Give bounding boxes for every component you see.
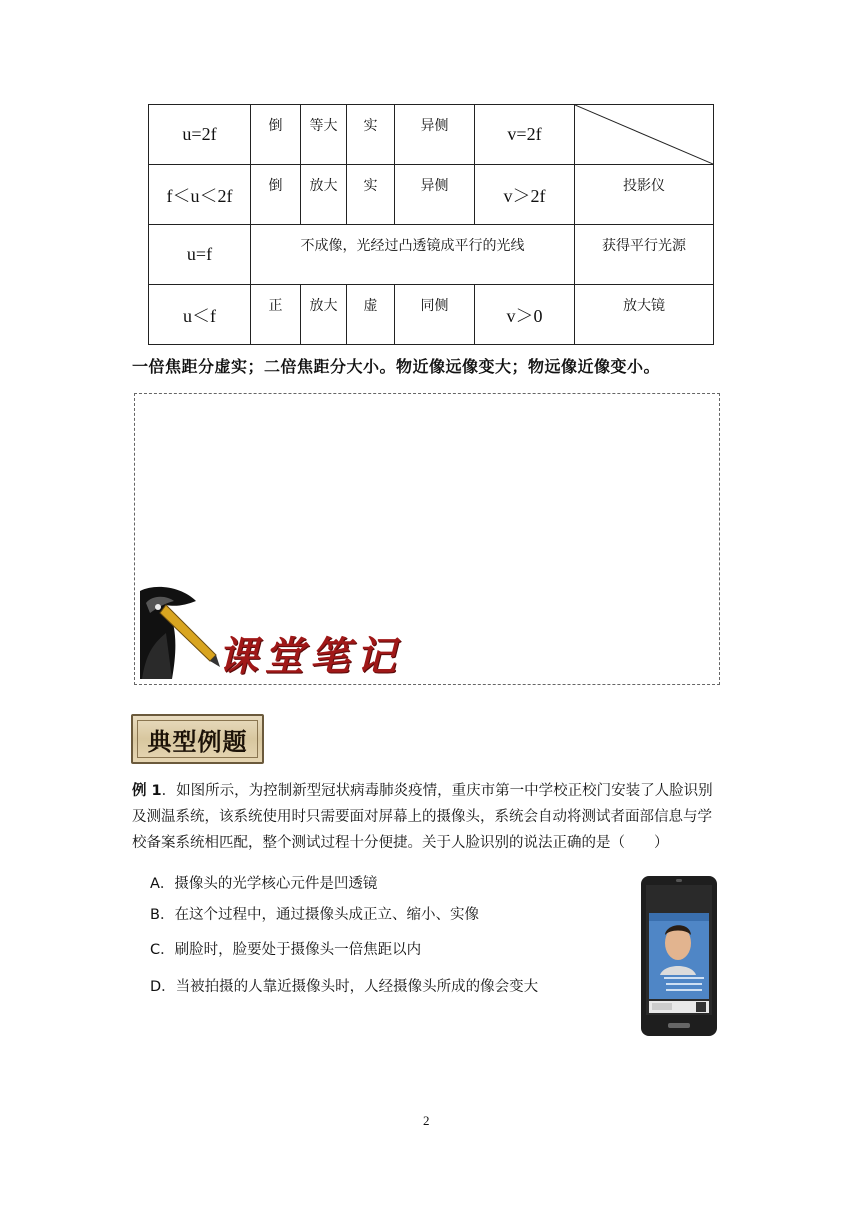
cell-image-distance: v＞2f — [475, 165, 575, 225]
cell-image-type: 实 — [347, 105, 395, 165]
cell-merged-description: 不成像，光经过凸透镜成平行的光线 — [251, 225, 575, 285]
cell-application: 获得平行光源 — [575, 225, 714, 285]
cell-condition: u＜f — [149, 285, 251, 345]
cell-condition: u=2f — [149, 105, 251, 165]
penguin-pencil-icon — [136, 583, 220, 683]
cell-orientation: 倒 — [251, 105, 301, 165]
cell-size: 等大 — [301, 105, 347, 165]
notes-title: 课堂笔记 — [218, 633, 402, 680]
summary-rule: 一倍焦距分虚实；二倍焦距分大小。物近像远像变大；物远像近像变小。 — [132, 357, 661, 376]
question-label: 例 1 — [132, 783, 162, 799]
cell-side: 异侧 — [395, 105, 475, 165]
section-banner-label: 典型例题 — [147, 727, 248, 756]
cell-size: 放大 — [301, 165, 347, 225]
cell-image-distance: v＞0 — [475, 285, 575, 345]
option-b[interactable]: B．在这个过程中，通过摄像头成正立、缩小、实像 — [150, 907, 479, 923]
option-a[interactable]: A．摄像头的光学核心元件是凹透镜 — [150, 876, 378, 892]
table-row — [149, 105, 714, 165]
table-row — [149, 165, 714, 225]
page-number: 2 — [423, 1113, 430, 1128]
question-text: ．如图所示，为控制新型冠状病毒肺炎疫情，重庆市第一中学校正校门安装了人脸识别及测温系统，该系统使用时只需要面对屏幕上的摄像头，系统会自动将测试者面部信息与学校备案系统相匹配，整个测试过程十分便捷。关于人脸识别的说法正确的是（ ） — [132, 783, 713, 851]
cell-image-type: 虚 — [347, 285, 395, 345]
question-stem — [132, 778, 722, 856]
diagonal-line — [575, 105, 713, 164]
option-d[interactable]: D．当被拍摄的人靠近摄像头时，人经摄像头所成的像会变大 — [150, 979, 539, 995]
cell-application: 投影仪 — [575, 165, 714, 225]
cell-orientation: 正 — [251, 285, 301, 345]
table-row — [149, 285, 714, 345]
cell-application-empty — [575, 105, 714, 165]
cell-size: 放大 — [301, 285, 347, 345]
table-row — [149, 225, 714, 285]
cell-application: 放大镜 — [575, 285, 714, 345]
cell-orientation: 倒 — [251, 165, 301, 225]
face-recognition-device-image — [640, 875, 718, 1037]
cell-side: 异侧 — [395, 165, 475, 225]
cell-condition: u=f — [149, 225, 251, 285]
section-banner — [131, 714, 264, 764]
cell-condition: f＜u＜2f — [149, 165, 251, 225]
lens-imaging-table — [148, 104, 714, 345]
cell-image-type: 实 — [347, 165, 395, 225]
cell-side: 同侧 — [395, 285, 475, 345]
option-c[interactable]: C．刷脸时，脸要处于摄像头一倍焦距以内 — [150, 942, 422, 958]
cell-image-distance: v=2f — [475, 105, 575, 165]
